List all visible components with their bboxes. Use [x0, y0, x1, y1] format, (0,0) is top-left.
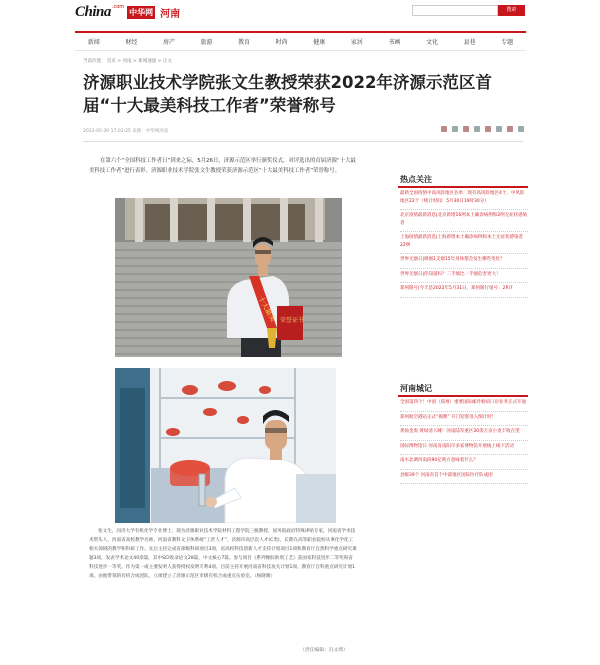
share-bar	[441, 126, 524, 132]
hot-topics-title: 热点关注	[400, 175, 432, 184]
share-qzone-icon[interactable]	[452, 126, 458, 132]
hot-topic-item[interactable]: 最新全国疫情中高风险地区名单：现有高风险地区4个，中风险地区22个（统计时间：5月30日19时30分）	[400, 188, 528, 210]
share-wechat-icon[interactable]	[463, 126, 469, 132]
henan-city-list	[400, 397, 528, 484]
search-button[interactable]: 搜索	[498, 5, 525, 16]
nav-item[interactable]: 财经	[125, 39, 138, 46]
site-header	[0, 0, 600, 24]
award-photo-image	[115, 198, 342, 357]
city-news-item[interactable]: 国际博物馆日 河南省南阳市多家博物馆开展线上线下活动	[400, 441, 528, 456]
hot-topic-item[interactable]: 北京疫情最新消息|北京新增16例本土确诊病例和2例无症状感染者	[400, 210, 528, 232]
share-plus-icon[interactable]	[518, 126, 524, 132]
share-qq-icon[interactable]	[474, 126, 480, 132]
site-logo[interactable]	[75, 3, 180, 21]
share-more-icon[interactable]	[507, 126, 513, 132]
article-paragraph-1: 在第六个“全国科技工作者日”到来之际，5月26日，济源示范区举行颁奖仪式，对评选出的首届济源“十大最美科技工作者”进行表彰。济源职业技术学院张文生教授荣获济源示范区“十大最美科技工作者”荣誉称号。	[89, 158, 356, 174]
share-renren-icon[interactable]	[496, 126, 502, 132]
city-news-item[interactable]: 黄灿金奥 黄绿清人睡！河南陆军重区30余万亩小麦丰收在望	[400, 426, 528, 441]
nav-item[interactable]: 房产	[162, 39, 175, 46]
search-input[interactable]	[412, 5, 498, 16]
hot-topics-panel	[398, 171, 528, 298]
nav-item[interactable]: 县巷	[463, 39, 476, 46]
main-nav	[75, 31, 526, 51]
city-news-item[interactable]: 郑州航空港站正式“揭牌” 开门迎客进入倒计时！	[400, 412, 528, 427]
hot-topic-item[interactable]: 世界无烟日|吸烟1支烟15年身体都会发生哪些变化？	[400, 254, 528, 269]
sash-text: 十大最美	[256, 295, 278, 324]
article-paragraph-2: 张文生，同济大学有机化学专业博士，现为济源职业技术学院材料工程学院三级教授，国务院政府特殊津贴专家，河南省学术技术带头人，河南省高校教学名师，河南省教科文卫体系统“工匠人才”，济源市高层次人才(C类)，长期在高等职业院校从事化学化工相关领域的教学和科研工作。先后主持完成省部级科研项目3项，省高校科技创新人才支持计划项目1项和教育厅自然科学重点研究课题3项，发表学术论文40余篇，其中SCI收录论文28篇，中文核心7篇。参与项目《系列橡胶助剂工艺》获国家科技进步二等奖和省科技进步一等奖。作为第一或主要发明人获得授权发明专利4项。目前主持开展河南省科技攻关计划1项、教育厅自科重点研究计划1项。由他带领的有机合成团队，立项建立了济源示范区市级有机合成重点实验室。（杨晓晴）	[89, 529, 357, 579]
hot-topic-item[interactable]: 郑州限号|今天是2022年5月31日，郑州限行尾号：2和7	[400, 283, 528, 298]
breadcrumb: 当前位置： 首页 > 河南 > 新闻速递 > 正文	[83, 59, 172, 64]
logo-com-text: .com	[111, 4, 125, 10]
hot-topics-header	[398, 171, 528, 188]
nav-item[interactable]: 教育	[238, 39, 251, 46]
lab-photo-image	[115, 368, 336, 523]
share-weibo-icon[interactable]	[441, 126, 447, 132]
nav-item[interactable]: 书画	[388, 39, 401, 46]
nav-item[interactable]: 新闻	[87, 39, 100, 46]
hot-topic-item[interactable]: 世界无烟日|你知道吗？二手烟比一手烟危害更大！	[400, 269, 528, 284]
logo-main-text: China	[75, 3, 111, 20]
logo-cn-badge: 中华网	[129, 7, 154, 17]
hot-topic-item[interactable]: 上海疫情最新消息|上海新增本土确诊病例和本土无症状感染者22例	[400, 232, 528, 254]
city-news-item[interactable]: 县级39个 河南省首个中部地区国际医疗队成团	[400, 470, 528, 485]
henan-city-panel	[398, 380, 528, 484]
nav-item[interactable]: 旅游	[200, 39, 213, 46]
city-news-item[interactable]: 南水北调河南段90亿吨方意味着什么？	[400, 455, 528, 470]
title-divider	[83, 141, 523, 142]
henan-city-title: 河南城记	[400, 384, 432, 393]
share-douban-icon[interactable]	[485, 126, 491, 132]
logo-region-text: 河南	[160, 8, 181, 20]
nav-item[interactable]: 专题	[501, 39, 514, 46]
certificate-text: 荣誉证书	[280, 317, 305, 324]
nav-item[interactable]: 家居	[350, 39, 363, 46]
article-title: 济源职业技术学院张文生教授荣获2022年济源示范区首届“十大最美科技工作者”荣誉称号	[83, 73, 492, 115]
article-editor: （责任编辑：冯文琦）	[300, 648, 348, 653]
nav-item[interactable]: 健康	[313, 39, 326, 46]
hot-topics-list	[400, 188, 528, 298]
nav-item[interactable]: 文化	[425, 39, 438, 46]
lab-photo	[115, 368, 336, 523]
nav-item[interactable]: 时尚	[275, 39, 288, 46]
article-meta: 2022-05-30 17:01:25 来源：中华网河南	[83, 129, 169, 134]
henan-city-header	[398, 380, 528, 397]
award-photo	[115, 198, 342, 357]
city-news-item[interactable]: 全国第四个！中国（郑州）重要国际邮件枢纽口岸业务正式开通	[400, 397, 528, 412]
